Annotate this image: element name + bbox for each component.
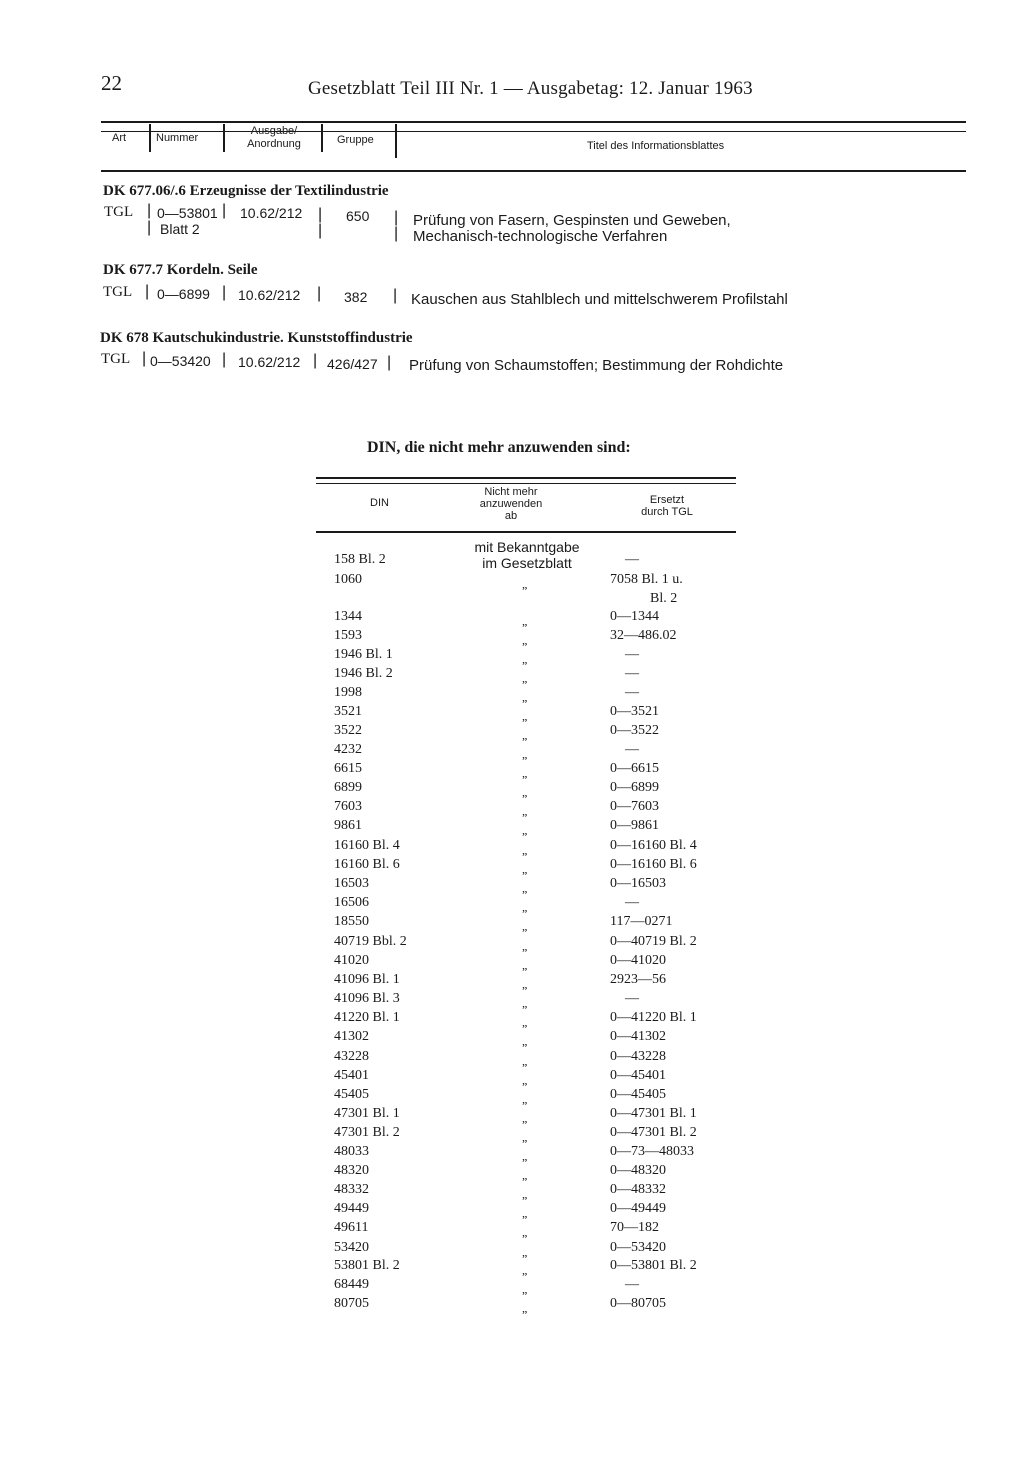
din-replacement-tgl: 7058 Bl. 1 u. xyxy=(610,572,683,587)
entry-gruppe: 426/427 xyxy=(327,356,378,372)
din-ab-value: „ xyxy=(522,614,528,628)
din-ab-value: „ xyxy=(522,939,528,953)
din-ab-value: „ xyxy=(522,919,528,933)
page-number: 22 xyxy=(101,71,122,95)
din-table-row xyxy=(300,723,760,742)
din-ab-value: „ xyxy=(522,1034,528,1048)
din-number: 41096 Bl. 3 xyxy=(334,991,400,1006)
din-table-row xyxy=(300,1182,760,1201)
din-table-row xyxy=(300,1258,760,1277)
din-replacement-tgl: 0—47301 Bl. 2 xyxy=(610,1125,697,1140)
din-ab-head-line2: anzuwenden xyxy=(479,498,543,510)
din-replacement-tgl: 0—73—48033 xyxy=(610,1144,694,1159)
din-replacement-tgl: — xyxy=(625,1277,639,1292)
din-table-row xyxy=(300,838,760,857)
din-replacement-tgl: 0—40719 Bl. 2 xyxy=(610,934,697,949)
din-table-row xyxy=(300,1240,760,1259)
entry-ausgabe: 10.62/212 xyxy=(240,205,303,221)
din-replacement-tgl: 0—45405 xyxy=(610,1087,666,1102)
entry-titel: Kauschen aus Stahlblech und mittelschwerem Profilstahl xyxy=(411,291,788,308)
din-ab-head-line1: Nicht mehr xyxy=(484,486,538,498)
din-ab-value: „ xyxy=(522,1015,528,1029)
din-ab-value: „ xyxy=(522,1263,528,1277)
section-heading: DK 677.7 Kordeln. Seile xyxy=(103,262,258,278)
cell-separator: | xyxy=(147,219,152,236)
din-replacement-tgl: — xyxy=(625,742,639,757)
din-ab-value: „ xyxy=(522,843,528,857)
din-table-row xyxy=(300,1125,760,1144)
din-table-row xyxy=(300,666,760,685)
din-number: 49611 xyxy=(334,1220,369,1235)
din-tgl-column-head xyxy=(617,494,717,518)
din-table-row xyxy=(300,609,760,628)
din-number: 3521 xyxy=(334,704,362,719)
din-ab-value: „ xyxy=(522,1187,528,1201)
din-replacement-tgl: 0—3521 xyxy=(610,704,659,719)
din-number: 1593 xyxy=(334,628,362,643)
cell-separator: | xyxy=(394,209,399,226)
din-table-row xyxy=(300,591,760,610)
din-number: 48033 xyxy=(334,1144,369,1159)
din-ab-value: „ xyxy=(522,996,528,1010)
din-replacement-tgl: 0—43228 xyxy=(610,1049,666,1064)
cell-separator: | xyxy=(145,283,150,300)
din-ab-value: „ xyxy=(522,1092,528,1106)
page-header-title: Gesetzblatt Teil III Nr. 1 — Ausgabetag: 12. Januar 1963 xyxy=(308,78,753,99)
din-table-row xyxy=(300,1087,760,1106)
din-replacement-tgl: 0—48320 xyxy=(610,1163,666,1178)
din-ab-value: „ xyxy=(522,633,528,647)
din-replacement-tgl: 70—182 xyxy=(610,1220,659,1235)
column-separator xyxy=(321,124,323,152)
din-ab-value: „ xyxy=(522,958,528,972)
din-replacement-tgl: 0—6615 xyxy=(610,761,659,776)
din-ab-value: „ xyxy=(522,862,528,876)
din-ab-value: „ xyxy=(522,977,528,991)
din-number: 16506 xyxy=(334,895,369,910)
cell-separator: | xyxy=(222,202,227,219)
cell-separator: | xyxy=(313,352,318,369)
cell-separator: | xyxy=(387,354,392,371)
din-number: 68449 xyxy=(334,1277,369,1292)
din-ab-value: „ xyxy=(522,1054,528,1068)
din-replacement-tgl: — xyxy=(625,895,639,910)
din-table-row xyxy=(300,953,760,972)
entry-nummer: 0—6899 xyxy=(157,286,210,302)
din-table-row xyxy=(300,1220,760,1239)
din-replacement-tgl: 0—41020 xyxy=(610,953,666,968)
din-ab-value: „ xyxy=(522,690,528,704)
din-number: 9861 xyxy=(334,818,362,833)
din-table-body-rule xyxy=(316,531,736,533)
entry-art: TGL xyxy=(104,204,134,220)
din-table-row xyxy=(300,799,760,818)
din-ab-value: „ xyxy=(522,671,528,685)
din-replacement-tgl: 0—16160 Bl. 6 xyxy=(610,857,697,872)
entry-nummer: 0—53801 xyxy=(157,205,218,221)
din-table-title: DIN, die nicht mehr anzuwenden sind: xyxy=(367,439,631,456)
din-number: 1946 Bl. 1 xyxy=(334,647,393,662)
din-replacement-tgl: — xyxy=(625,666,639,681)
din-ab-value: „ xyxy=(522,881,528,895)
column-head-art: Art xyxy=(112,132,127,144)
din-table-row xyxy=(300,1201,760,1220)
din-ab-value: „ xyxy=(522,1225,528,1239)
entry-gruppe: 382 xyxy=(344,289,368,305)
entry-nummer-blatt: Blatt 2 xyxy=(160,221,200,237)
din-table-row xyxy=(300,628,760,647)
din-replacement-tgl: 0—9861 xyxy=(610,818,659,833)
din-number: 45401 xyxy=(334,1068,369,1083)
din-table-row xyxy=(300,895,760,914)
din-table-row xyxy=(300,1277,760,1296)
din-table-row xyxy=(300,1296,760,1315)
din-number: 53801 Bl. 2 xyxy=(334,1258,400,1273)
din-table-row xyxy=(300,552,760,571)
din-ab-value: „ xyxy=(522,1168,528,1182)
din-table-row xyxy=(300,1029,760,1048)
entry-ausgabe: 10.62/212 xyxy=(238,354,301,370)
din-table-row xyxy=(300,704,760,723)
din-table-top-rule xyxy=(316,477,736,479)
din-replacement-tgl: — xyxy=(625,991,639,1006)
din-replacement-tgl: 0—49449 xyxy=(610,1201,666,1216)
din-ab-value: „ xyxy=(522,1301,528,1315)
section-heading: DK 678 Kautschukindustrie. Kunststoffindustrie xyxy=(100,330,413,346)
din-number: 80705 xyxy=(334,1296,369,1311)
din-table-row xyxy=(300,818,760,837)
din-number: 40719 Bbl. 2 xyxy=(334,934,407,949)
entry-gruppe: 650 xyxy=(346,208,370,224)
din-ab-value: „ xyxy=(522,1245,528,1259)
din-table-row xyxy=(300,1010,760,1029)
din-replacement-tgl: 0—16160 Bl. 4 xyxy=(610,838,697,853)
din-table-row xyxy=(300,1144,760,1163)
din-number: 158 Bl. 2 xyxy=(334,552,386,567)
column-head-gruppe: Gruppe xyxy=(337,134,374,146)
din-first-ab-line2: im Gesetzblatt xyxy=(482,555,572,571)
din-table-row xyxy=(300,572,760,591)
din-tgl-head-line2: durch TGL xyxy=(641,506,693,518)
din-replacement-tgl: 0—41220 Bl. 1 xyxy=(610,1010,697,1025)
din-number: 16160 Bl. 4 xyxy=(334,838,400,853)
din-ab-head-line3: ab xyxy=(504,510,518,522)
column-head-ausgabe-line1: Ausgabe/ xyxy=(250,125,298,137)
din-table-row xyxy=(300,1049,760,1068)
din-replacement-tgl: 0—45401 xyxy=(610,1068,666,1083)
din-number: 53420 xyxy=(334,1240,369,1255)
din-replacement-tgl: 0—41302 xyxy=(610,1029,666,1044)
column-separator xyxy=(395,124,397,158)
din-number: 16503 xyxy=(334,876,369,891)
din-first-ab-line1: mit Bekanntgabe xyxy=(474,539,580,555)
din-number: 48332 xyxy=(334,1182,369,1197)
din-table-row xyxy=(300,761,760,780)
din-number: 47301 Bl. 1 xyxy=(334,1106,400,1121)
cell-separator: | xyxy=(147,202,152,219)
din-number: 1344 xyxy=(334,609,362,624)
din-replacement-tgl: — xyxy=(625,685,639,700)
din-number: 1946 Bl. 2 xyxy=(334,666,393,681)
din-replacement-tgl: 0—80705 xyxy=(610,1296,666,1311)
din-replacement-tgl: 2923—56 xyxy=(610,972,666,987)
column-header-top-rule xyxy=(101,121,966,123)
cell-separator: | xyxy=(222,351,227,368)
din-replacement-tgl: 0—53801 Bl. 2 xyxy=(610,1258,697,1273)
din-ab-value: „ xyxy=(522,1149,528,1163)
din-number: 6899 xyxy=(334,780,362,795)
din-table-row xyxy=(300,914,760,933)
din-number: 1060 xyxy=(334,572,362,587)
entry-art: TGL xyxy=(103,284,133,300)
din-ab-value: „ xyxy=(522,747,528,761)
cell-separator: | xyxy=(318,222,323,239)
column-header-bottom-rule xyxy=(101,170,966,172)
din-ab-value: „ xyxy=(522,652,528,666)
din-number: 1998 xyxy=(334,685,362,700)
din-ab-value: „ xyxy=(522,709,528,723)
cell-separator: | xyxy=(393,287,398,304)
din-replacement-tgl: 32—486.02 xyxy=(610,628,677,643)
din-replacement-tgl: 117—0271 xyxy=(610,914,673,929)
din-ab-value: „ xyxy=(522,1111,528,1125)
din-number: 7603 xyxy=(334,799,362,814)
column-head-ausgabe-line2: Anordnung xyxy=(247,138,301,150)
din-number: 16160 Bl. 6 xyxy=(334,857,400,872)
din-number: 47301 Bl. 2 xyxy=(334,1125,400,1140)
din-number: 18550 xyxy=(334,914,369,929)
cell-separator: | xyxy=(142,350,147,367)
din-ab-value: „ xyxy=(522,804,528,818)
column-head-titel: Titel des Informationsblattes xyxy=(587,140,725,152)
din-ab-value: „ xyxy=(522,900,528,914)
din-ab-value: „ xyxy=(522,577,528,591)
din-number: 4232 xyxy=(334,742,362,757)
din-number: 43228 xyxy=(334,1049,369,1064)
din-replacement-tgl: — xyxy=(625,552,639,567)
din-column-head: DIN xyxy=(370,497,389,509)
din-ab-column-head xyxy=(455,486,567,522)
din-ab-value: „ xyxy=(522,728,528,742)
din-number: 41020 xyxy=(334,953,369,968)
din-table-row xyxy=(300,876,760,895)
din-number: 3522 xyxy=(334,723,362,738)
din-number: 49449 xyxy=(334,1201,369,1216)
din-table-row xyxy=(300,934,760,953)
din-ab-value: „ xyxy=(522,785,528,799)
din-replacement-tgl: 0—47301 Bl. 1 xyxy=(610,1106,697,1121)
din-table-row xyxy=(300,647,760,666)
din-table-head-rule xyxy=(316,483,736,484)
din-replacement-tgl: 0—53420 xyxy=(610,1240,666,1255)
cell-separator: | xyxy=(394,225,399,242)
din-table-row xyxy=(300,780,760,799)
din-replacement-tgl: 0—48332 xyxy=(610,1182,666,1197)
din-table-row xyxy=(300,991,760,1010)
din-tgl-head-line1: Ersetzt xyxy=(649,494,685,506)
din-number: 41096 Bl. 1 xyxy=(334,972,400,987)
din-number: 41302 xyxy=(334,1029,369,1044)
din-ab-value: „ xyxy=(522,766,528,780)
din-table-row xyxy=(300,1068,760,1087)
column-separator xyxy=(149,124,151,152)
din-replacement-tgl: 0—6899 xyxy=(610,780,659,795)
din-replacement-tgl: Bl. 2 xyxy=(650,591,678,606)
din-number: 48320 xyxy=(334,1163,369,1178)
cell-separator: | xyxy=(317,285,322,302)
column-separator xyxy=(223,124,225,152)
din-number: 41220 Bl. 1 xyxy=(334,1010,400,1025)
din-replacement-tgl: 0—3522 xyxy=(610,723,659,738)
entry-titel: Prüfung von Schaumstoffen; Bestimmung der Rohdichte xyxy=(409,357,784,374)
din-replacement-tgl: 0—7603 xyxy=(610,799,659,814)
din-replacement-tgl: 0—1344 xyxy=(610,609,659,624)
din-ab-value: „ xyxy=(522,1073,528,1087)
entry-art: TGL xyxy=(101,351,131,367)
din-table-row xyxy=(300,1163,760,1182)
din-ab-value: „ xyxy=(522,823,528,837)
column-header-top-rule-2 xyxy=(101,131,966,132)
din-table-row xyxy=(300,972,760,991)
din-ab-value: „ xyxy=(522,1130,528,1144)
din-table-row xyxy=(300,742,760,761)
din-ab-value: „ xyxy=(522,1282,528,1296)
entry-ausgabe: 10.62/212 xyxy=(238,287,301,303)
din-table-row xyxy=(300,857,760,876)
din-number: 45405 xyxy=(334,1087,369,1102)
column-head-nummer: Nummer xyxy=(156,132,199,144)
entry-titel: Prüfung von Fasern, Gespinsten und Geweben, xyxy=(413,212,731,229)
section-heading: DK 677.06/.6 Erzeugnisse der Textilindustrie xyxy=(103,183,389,199)
cell-separator: | xyxy=(318,206,323,223)
entry-titel-line2: Mechanisch-technologische Verfahren xyxy=(413,228,668,245)
din-replacement-tgl: — xyxy=(625,647,639,662)
din-number: 6615 xyxy=(334,761,362,776)
din-table-row xyxy=(300,1106,760,1125)
din-table-row xyxy=(300,685,760,704)
entry-nummer: 0—53420 xyxy=(150,353,211,369)
column-head-ausgabe xyxy=(233,125,315,151)
din-ab-value: „ xyxy=(522,1206,528,1220)
cell-separator: | xyxy=(222,284,227,301)
din-replacement-tgl: 0—16503 xyxy=(610,876,666,891)
